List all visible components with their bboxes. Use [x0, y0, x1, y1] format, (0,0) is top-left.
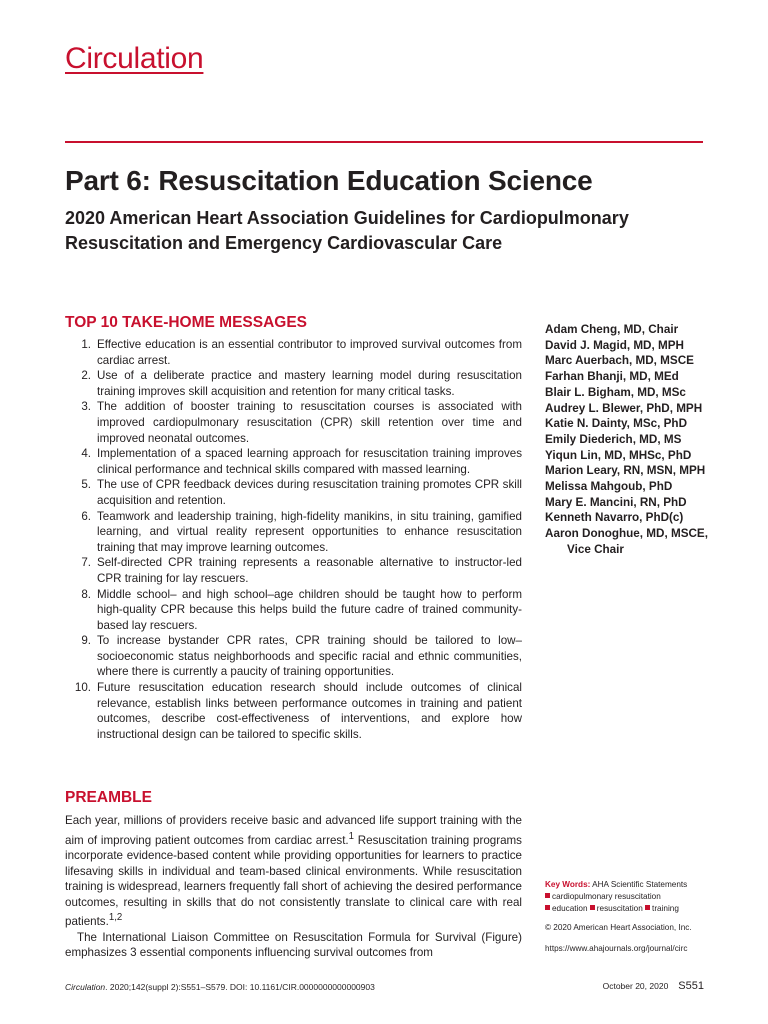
- list-item: 2. Use of a deliberate practice and mastery learning model during resuscitation training improves skill acquisition and retention for many critical tasks.: [81, 369, 522, 398]
- author-name: Kenneth Navarro, PhD(c): [545, 511, 684, 525]
- list-item: 7. Self-directed CPR training represents a reasonable alternative to instructor-led CPR training for lay rescuers.: [81, 556, 522, 585]
- journal-link[interactable]: https://www.ahajournals.org/journal/circ: [545, 944, 688, 953]
- author-name: Farhan Bhanji, MD, MEd: [545, 370, 679, 384]
- copyright-notice: © 2020 American Heart Association, Inc.: [545, 923, 692, 932]
- author-name: Melissa Mahgoub, PhD: [545, 480, 673, 494]
- keyword[interactable]: training: [652, 904, 679, 913]
- bullet-square-icon: [545, 905, 550, 910]
- author-name: Marc Auerbach, MD, MSCE: [545, 354, 694, 368]
- page-number: S551: [678, 980, 704, 992]
- keyword[interactable]: education: [552, 904, 588, 913]
- footer-citation: Circulation. 2020;142(suppl 2):S551–S579. DOI: 10.1161/CIR.0000000000000903: [65, 982, 375, 992]
- list-item: 5. The use of CPR feedback devices during resuscitation training promotes CPR skill acquisition and retention.: [81, 478, 522, 507]
- citation-ref[interactable]: 1,2: [108, 912, 123, 924]
- article-subtitle: 2020 American Heart Association Guidelines for Cardiopulmonary Resuscitation and Emergency Cardiovascular Care: [65, 208, 629, 253]
- author-name: Aaron Donoghue, MD, MSCE, Vice Chair: [545, 527, 708, 556]
- keywords-block: [545, 879, 725, 915]
- author-name: Yiqun Lin, MD, MHSc, PhD: [545, 448, 692, 462]
- author-name: Adam Cheng, MD, Chair: [545, 323, 679, 336]
- top10-heading: TOP 10 TAKE-HOME MESSAGES: [65, 314, 308, 331]
- list-item: 3. The addition of booster training to resuscitation courses is associated with improved cardiopulmonary resuscitation (CPR) skill retention over time and improved neonatal outcomes.: [81, 400, 522, 445]
- keyword[interactable]: AHA Scientific Statements: [592, 880, 688, 889]
- keyword[interactable]: cardiopulmonary resuscitation: [552, 892, 661, 901]
- list-item: 9. To increase bystander CPR rates, CPR training should be tailored to low–socioeconomic status neighborhoods and specific racial and ethnic communities, where there is currently a paucity of training opportunities.: [81, 634, 522, 679]
- list-item: 4. Implementation of a spaced learning approach for resuscitation training improves clinical performance and technical skills compared with massed learning.: [81, 447, 522, 476]
- author-name: David J. Magid, MD, MPH: [545, 338, 684, 352]
- preamble-body: [65, 813, 522, 961]
- take-home-list: [65, 337, 522, 742]
- bullet-square-icon: [590, 905, 595, 910]
- list-item: 8. Middle school– and high school–age children should be taught how to perform high-quality CPR because this helps build the future cadre of trained community-based lay rescuers.: [81, 587, 522, 632]
- citation-ref[interactable]: 1: [348, 830, 355, 842]
- list-item: 6. Teamwork and leadership training, high-fidelity manikins, in situ training, gamified learning, and virtual reality represent opportunities to enhance resuscitation training that may improve learning outcomes.: [81, 509, 522, 554]
- author-list: [545, 322, 725, 558]
- author-name: Katie N. Dainty, MSc, PhD: [545, 417, 688, 431]
- author-name: Audrey L. Blewer, PhD, MPH: [545, 401, 703, 415]
- author-name: Emily Diederich, MD, MS: [545, 432, 682, 446]
- footer-date: October 20, 2020: [602, 981, 669, 991]
- bullet-square-icon: [645, 905, 650, 910]
- author-name: Mary E. Mancini, RN, PhD: [545, 495, 687, 509]
- footer-date-page: [603, 980, 704, 992]
- keyword[interactable]: resuscitation: [596, 904, 643, 913]
- list-item: 10. Future resuscitation education research should include outcomes of clinical relevance, establish links between performance outcomes in training and patient outcomes, describe cost-effectiveness of interventions, and explore how instructional design can be tailored to specific skills.: [74, 681, 522, 741]
- author-name: Marion Leary, RN, MSN, MPH: [545, 464, 706, 478]
- list-item: 1. Effective education is an essential contributor to improved survival outcomes from cardiac arrest.: [81, 338, 522, 367]
- preamble-paragraph: The International Liaison Committee on Resuscitation Formula for Survival (Figure) emphasizes 3 essential components influencing survival outcomes from: [65, 930, 522, 960]
- journal-name: Circulation: [65, 42, 204, 75]
- article-title: Part 6: Resuscitation Education Science: [65, 165, 593, 196]
- preamble-paragraph: Each year, millions of providers receive basic and advanced life support training with the aim of improving patient outcomes from cardiac arrest.$^1$ Resuscitation training programs incorporate evidence-based content while providing opportunities for learners to practice lifesaving skills in individual and team-based clinical environments. While resuscitation training is widespread, learners frequently fall short of achieving the desired performance outcomes, resulting in skills that do not consistently translate to clinical care with real patients.$^{1,2}$: [65, 814, 522, 929]
- bullet-square-icon: [545, 893, 550, 898]
- preamble-heading: PREAMBLE: [65, 789, 152, 806]
- header-rule: [65, 141, 703, 143]
- author-name: Blair L. Bigham, MD, MSc: [545, 385, 686, 399]
- keywords-label: Key Words:: [545, 880, 591, 889]
